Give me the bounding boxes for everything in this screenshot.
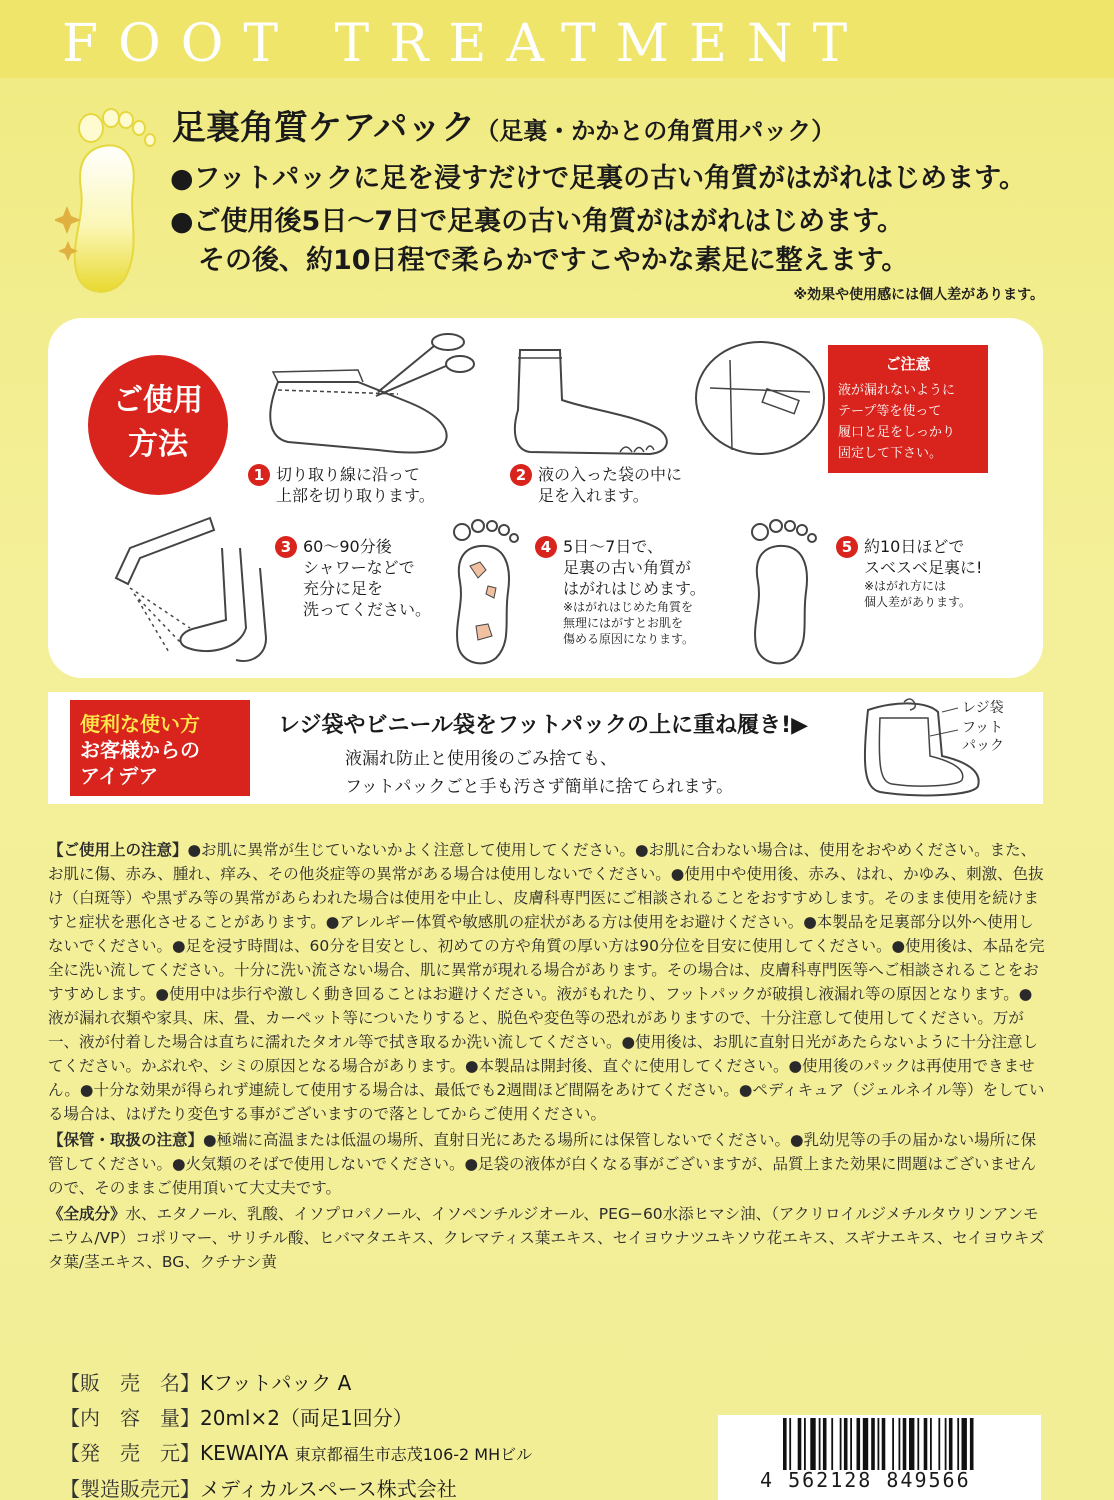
step-note-line: ※はがれ方には <box>864 579 947 593</box>
step-line: 足裏の古い角質が <box>563 558 692 577</box>
product-title: 足裏角質ケアパック <box>172 108 476 148</box>
barcode-bar <box>949 1418 953 1470</box>
barcode-bar <box>819 1418 821 1470</box>
fine-print <box>48 838 1046 1276</box>
barcode-bar <box>789 1418 791 1470</box>
banner-title: FOOT TREATMENT <box>62 14 868 74</box>
storage-precautions-text: ●極端に高温または低温の場所、直射日光にあたる場所には保管しないでください。●乳幼児等の手の届かない場所に保管してください。●火気類のそばで使用しないでください。●足袋の液体が白くなる事がございますが、品質上また効果に問題はございませんので、そのままご使用頂いて大丈夫です。 <box>48 1131 1037 1197</box>
usage-precautions <box>48 838 1046 1126</box>
caution-line: 液が漏れないように <box>838 383 956 398</box>
step-line: 約10日ほどで <box>864 537 965 556</box>
step-note-line: 個人差があります。 <box>864 595 972 609</box>
barcode-bar <box>840 1418 842 1470</box>
barcode-bar <box>798 1418 802 1470</box>
spec-label: 【発 売 元】 <box>60 1441 200 1465</box>
barcode-bar <box>909 1418 914 1470</box>
barcode-bar <box>783 1418 787 1470</box>
step-1 <box>248 464 435 506</box>
caution-line: テープ等を使って <box>838 404 942 419</box>
product-specs <box>60 1366 532 1500</box>
ingredients-label: 《全成分》 <box>48 1205 126 1223</box>
step-note-line: ※はがれはじめた角質を <box>563 600 694 614</box>
barcode-number: 4 562128 849566 <box>760 1468 971 1492</box>
barcode-bar <box>938 1418 940 1470</box>
step-note-line: 傷める原因になります。 <box>563 632 695 646</box>
spec-label: 【製造販売元】 <box>60 1477 200 1500</box>
barcode-bar <box>857 1418 861 1470</box>
product-heading <box>172 100 835 149</box>
ingredients <box>48 1202 1046 1274</box>
barcode-bar <box>882 1418 886 1470</box>
step-note-line: 無理にはがすとお肌を <box>563 616 684 630</box>
step-4 <box>535 536 706 647</box>
barcode-bar <box>962 1418 967 1470</box>
barcode-bar <box>892 1418 894 1470</box>
step-line: 切り取り線に沿って <box>276 465 421 484</box>
step-line: 充分に足を <box>303 579 384 598</box>
ingredients-text: 水、エタノール、乳酸、イソプロパノール、イソペンチルジオール、PEG−60水添ヒマシ油、（アクリロイルジメチルタウリンアンモニウム/VP）コポリマー、サリチル酸、ヒバマタエキス、クレマティス葉エキス、セイヨウナツユキソウ花エキス、スギナエキス、セイヨウキズタ葉/茎エキス、BG、クチナシ黄 <box>48 1205 1045 1271</box>
tip-line-2: フットパックごと手も汚さず簡単に捨てられます。 <box>345 777 734 797</box>
caution-box <box>828 345 988 473</box>
step-line: スベスベ足裏に! <box>864 558 983 577</box>
barcode-bar <box>903 1418 907 1470</box>
peeling-sole-illustration <box>440 516 530 666</box>
spec-row <box>60 1401 532 1436</box>
barcode-bar <box>924 1418 928 1470</box>
step-number: 5 <box>836 536 858 558</box>
step-note <box>864 578 982 610</box>
tip-line-1: 液漏れ防止と使用後のごみ捨ても、 <box>345 749 617 769</box>
individual-difference-note: ※効果や使用感には個人差があります。 <box>793 287 1044 303</box>
spec-value: メディカルスペース株式会社 <box>200 1477 457 1500</box>
step-line: シャワーなどで <box>303 558 415 577</box>
tip-badge-line: アイデア <box>80 764 159 788</box>
cut-bag-illustration <box>248 322 478 462</box>
diagram-label-bag: レジ袋 <box>962 700 1004 716</box>
spec-address: 東京都福生市志茂106-2 MHビル <box>294 1445 533 1464</box>
step-line: 5日～7日で、 <box>563 537 664 556</box>
caution-line: 履口と足をしっかり <box>838 425 956 440</box>
tip-badge-line: お客様からの <box>80 738 200 762</box>
barcode-bar <box>878 1418 880 1470</box>
tip-badge-title: 便利な使い方 <box>80 712 200 736</box>
spec-value: KEWAIYA <box>200 1441 289 1465</box>
foot-icon <box>55 98 165 298</box>
benefit-bullet-2: ●ご使用後5日～7日で足裏の古い角質がはがれはじめます。 <box>170 206 904 237</box>
spec-label: 【販 売 名】 <box>60 1371 200 1395</box>
benefit-bullet-3: その後、約10日程で柔らかですこやかな素足に整えます。 <box>198 245 909 276</box>
step-number: 3 <box>275 536 297 558</box>
step-line: 洗ってください。 <box>303 600 432 619</box>
step-line: はがれはじめます。 <box>563 579 706 598</box>
step-line: 液の入った袋の中に <box>538 465 683 484</box>
smooth-sole-illustration <box>738 516 828 666</box>
step-line: 60～90分後 <box>303 537 392 556</box>
foot-in-bag-illustration <box>500 340 680 460</box>
benefit-bullet-1: ●フットパックに足を浸すだけで足裏の古い角質がはがれはじめます。 <box>170 163 1026 194</box>
tip-badge <box>70 700 250 796</box>
barcode-bar <box>917 1418 919 1470</box>
step-number: 1 <box>248 464 270 486</box>
usage-badge <box>88 355 228 495</box>
step-number: 4 <box>535 536 557 558</box>
spec-row <box>60 1436 532 1472</box>
caution-line: 固定して下さい。 <box>838 446 943 461</box>
caution-title: ご注意 <box>885 355 931 373</box>
barcode-bar <box>871 1418 875 1470</box>
barcode-bar <box>850 1418 852 1470</box>
spec-row <box>60 1472 532 1500</box>
barcode-bar <box>957 1418 959 1470</box>
spec-value: 20ml×2（両足1回分） <box>200 1406 413 1430</box>
usage-precautions-label: 【ご使用上の注意】 <box>48 841 188 859</box>
step-number: 2 <box>510 464 532 486</box>
shower-illustration <box>110 508 280 673</box>
usage-precautions-text: ●お肌に異常が生じていないかよく注意して使用してください。●お肌に合わない場合は、使用をおやめください。また、お肌に傷、赤み、腫れ、痒み、その他炎症等の異常がある場合は使用しないでください。●使用中や使用後、赤み、はれ、かゆみ、刺激、色抜け（白斑等）や黒ずみ等の異常があらわれた場合は使用を中止し、皮膚科専門医にご相談されることをおすすめします。そのまま使用を続けますと症状を悪化させることがあります。●アレルギー体質や敏感肌の症状がある方は使用をお避けください。●本製品を足裏部分以外へ使用しないでください。●足を浸す時間は、60分を目安とし、初めての方や角質の厚い方は90分位を目安に使用してください。●使用後は、本品を完全に洗い流してください。十分に洗い流さない場合、肌に異常が現れる場合があります。その場合は、皮膚科専門医等へご相談されることをおすすめします。●使用中は歩行や激しく動き回ることはお避けください。液がもれたり、フットパックが破損し液漏れ等の原因となります。●液が漏れ衣類や家具、床、畳、カーペット等についたりすると、脱色や変色等の恐れがありますので、十分注意して使用してください。万が一、液が付着した場合は直ちに濡れたタオル等で拭き取るか洗い流してください。●使用後は、お肌に直射日光があたらないように十分注意してください。かぶれや、シミの原因となる場合があります。●本製品は開封後、直ぐに使用してください。●使用後のパックは再使用できません。●十分な効果が得られず連続して使用する場合は、最低でも2週間ほど間隔をあけてください。●ペディキュア（ジェルネイル等）をしている場合は、はげたり変色する事がございますので落としてからご使用ください。 <box>48 841 1045 1123</box>
storage-precautions-label: 【保管・取扱の注意】 <box>48 1131 204 1149</box>
barcode <box>783 1418 1031 1470</box>
barcode-bar <box>804 1418 806 1470</box>
storage-precautions <box>48 1128 1046 1200</box>
barcode-bar <box>844 1418 848 1470</box>
spec-row <box>60 1366 532 1401</box>
spec-value: Kフットパック A <box>200 1371 352 1395</box>
step-5 <box>836 536 982 610</box>
barcode-bar <box>831 1418 833 1470</box>
step-line: 足を入れます。 <box>538 486 649 505</box>
double-bag-illustration <box>858 696 1038 800</box>
barcode-bar <box>930 1418 932 1470</box>
tip-headline: レジ袋やビニール袋をフットパックの上に重ね履き!▶ <box>278 713 808 738</box>
title-banner <box>0 0 1114 78</box>
product-subtitle: （足裏・かかとの角質用パック） <box>475 117 836 145</box>
diagram-label-pack: パック <box>962 738 1004 754</box>
barcode-bar <box>823 1418 827 1470</box>
barcode-bar <box>970 1418 974 1470</box>
usage-badge-line-1: ご使用 <box>113 383 203 418</box>
barcode-bar <box>863 1418 868 1470</box>
diagram-label-foot: フット <box>962 720 1004 736</box>
barcode-bar <box>810 1418 815 1470</box>
barcode-bar <box>945 1418 947 1470</box>
usage-badge-line-2: 方法 <box>128 427 188 462</box>
step-2 <box>510 464 682 506</box>
step-note <box>563 599 706 647</box>
step-3 <box>275 536 431 620</box>
caution-body <box>838 380 978 464</box>
tape-illustration <box>690 340 830 460</box>
step-line: 上部を切り取ります。 <box>276 486 435 505</box>
barcode-bar <box>899 1418 901 1470</box>
spec-label: 【内 容 量】 <box>60 1406 200 1430</box>
